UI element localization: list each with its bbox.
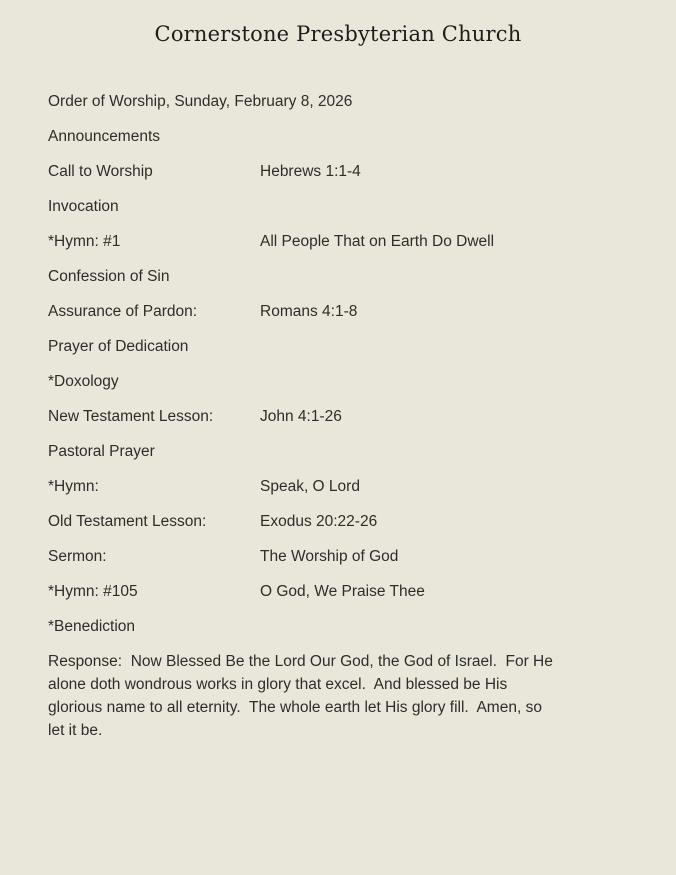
order-item-value <box>260 126 632 147</box>
order-item-row <box>48 616 632 637</box>
order-heading: Order of Worship, Sunday, February 8, 2026 <box>48 93 353 110</box>
order-item-label: Assurance of Pardon: <box>48 303 198 320</box>
order-item-label: Confession of Sin <box>48 268 170 285</box>
order-item-label: Sermon: <box>48 548 107 565</box>
order-item-row <box>48 581 632 602</box>
order-item-value: Speak, O Lord <box>260 478 360 495</box>
order-item-row <box>48 231 632 252</box>
order-item-row <box>48 336 632 357</box>
order-item-label: Prayer of Dedication <box>48 338 189 355</box>
order-item-value <box>260 371 632 392</box>
order-item-value <box>260 336 632 357</box>
order-item-label: New Testament Lesson: <box>48 408 214 425</box>
page-title: Cornerstone Presbyterian Church <box>154 22 522 46</box>
order-item-value: Hebrews 1:1-4 <box>260 163 361 180</box>
order-item-label: *Doxology <box>48 373 119 390</box>
order-item-value: All People That on Earth Do Dwell <box>260 233 495 250</box>
order-item-value <box>260 266 632 287</box>
order-item-value: Romans 4:1-8 <box>260 303 358 320</box>
order-item-row <box>48 371 632 392</box>
order-item-value: The Worship of God <box>260 548 399 565</box>
order-item-row <box>48 441 632 462</box>
order-item-label: *Hymn: #105 <box>48 583 138 600</box>
order-item-label: *Hymn: #1 <box>48 233 121 250</box>
order-item-value <box>260 196 632 217</box>
order-item-label: *Hymn: <box>48 478 99 495</box>
order-item-label: Invocation <box>48 198 119 215</box>
order-item-value <box>260 616 632 637</box>
order-item-value: Exodus 20:22-26 <box>260 513 378 530</box>
order-item-label: Pastoral Prayer <box>48 443 155 460</box>
order-item-row <box>48 546 632 567</box>
response-paragraph: Response: Now Blessed Be the Lord Our God, the God of Israel. For He alone doth wondrous works in glory that excel. And blessed be His glorious name to all eternity. The whole earth let His glory fill. Amen, so let it be. <box>48 653 558 739</box>
order-item-row <box>48 196 632 217</box>
order-item-row <box>48 301 632 322</box>
order-item-label: Announcements <box>48 128 161 145</box>
order-of-worship <box>0 91 676 742</box>
order-item-row <box>48 266 632 287</box>
order-list <box>48 126 632 637</box>
order-item-label: *Benediction <box>48 618 136 635</box>
order-item-value: John 4:1-26 <box>260 408 342 425</box>
order-item-row <box>48 126 632 147</box>
order-item-label: Old Testament Lesson: <box>48 513 207 530</box>
order-item-row <box>48 406 632 427</box>
order-item-value <box>260 441 632 462</box>
order-item-label: Call to Worship <box>48 163 153 180</box>
order-item-row <box>48 511 632 532</box>
order-item-row <box>48 161 632 182</box>
order-item-row <box>48 476 632 497</box>
order-item-value: O God, We Praise Thee <box>260 583 425 600</box>
